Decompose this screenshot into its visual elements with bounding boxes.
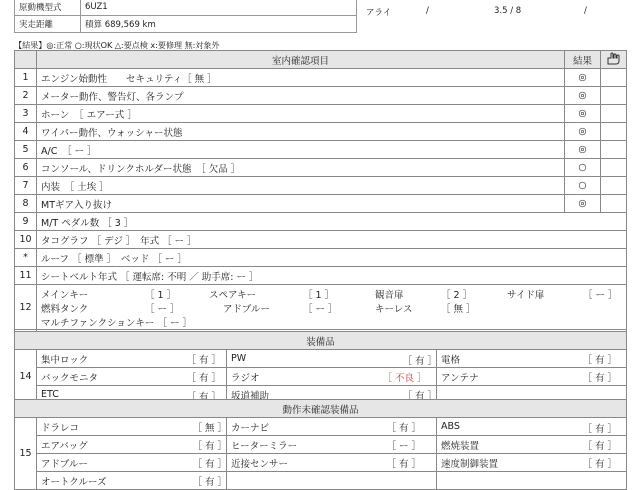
result-mark: ◎ — [565, 87, 601, 105]
table-row: 5 A/C ［ ー ］ ◎ — [15, 141, 627, 159]
unchecked-title: 動作未確認装備品 — [15, 400, 627, 418]
engine-type-label: 原動機型式 — [15, 0, 81, 16]
table-row: 3 ホーン ［ エアー式 ］ ◎ — [15, 105, 627, 123]
table-row: 13 エアサスリモコン ［ 無 ］ サス ［ 後輪 ］ 動作 ［ OK ］ — [15, 330, 627, 348]
result-mark: ○ — [565, 159, 601, 177]
table-row: 2 メーター動作、警告灯、各ランプ ◎ — [15, 87, 627, 105]
table-row: 9 M/T ペダル数 ［ 3 ］ — [15, 213, 627, 231]
table-row: * ルーフ ［ 標準 ］ ベッド ［ ー ］ — [15, 249, 627, 267]
equipment-title: 装備品 — [15, 332, 627, 350]
table-row: 8 MTギア入り抜け ◎ — [15, 195, 627, 213]
unchecked-equipment-table — [14, 399, 627, 490]
result-mark: ◎ — [565, 105, 601, 123]
table-row: 4 ワイパー動作、ウォッシャー状態 ◎ — [15, 123, 627, 141]
table-row: ETC ［ 有 ］ 坂道補助 ［ 有 ］ — [15, 386, 627, 404]
result-mark: ◎ — [565, 195, 601, 213]
interior-check-table — [14, 50, 627, 348]
engine-type-value: 6UZ1 — [81, 0, 357, 16]
key-info-row: 12 メインキー ［ 1 ］ スペアキー ［ 1 ］ 観音扉 ［ 2 ］ サイド扉 ［ ー ］ 燃料タンク ［ ー ］ アドブルー ［ ー ］ キーレス ［ 無 ］ マルチファンクションキー ［ ー ］ — [15, 285, 627, 330]
tire-value: 3.5 / 8 — [494, 6, 522, 16]
result-mark: ◎ — [565, 123, 601, 141]
table-row: エアバッグ ［ 有 ］ ヒーターミラー ［ ー ］ 燃焼装置 ［ 有 ］ — [15, 436, 627, 454]
mileage-label: 実走距離 — [15, 16, 81, 33]
table-row: 11 シートベルト年式 ［ 運転席: 不明 ／ 助手席: ー ］ — [15, 267, 627, 285]
table-row: 14 集中ロック ［ 有 ］ PW ［ 有 ］ 電格 ［ 有 ］ — [15, 350, 627, 368]
table-row: 7 内装 ［ 土埃 ］ ○ — [15, 177, 627, 195]
table-row: オートクルーズ ［ 有 ］ — [15, 472, 627, 490]
table-row: 15 ドラレコ ［ 無 ］ カーナビ ［ 有 ］ ABS ［ 有 ］ — [15, 418, 627, 436]
hand-icon — [601, 51, 627, 69]
result-header: 結果 — [565, 51, 601, 69]
section-title: 室内確認項目 — [37, 51, 565, 69]
tire-sep-2: / — [584, 6, 587, 16]
mileage-value: 積算 689,569 km — [81, 16, 357, 33]
radio-status-bad: ［ 不良 ］ — [382, 372, 427, 384]
tire-label: アライ — [366, 8, 392, 18]
tire-sep-1: / — [426, 6, 429, 16]
table-row: 6 コンソール、ドリンクホルダー状態 ［ 欠品 ］ ○ — [15, 159, 627, 177]
tire-info — [366, 4, 621, 26]
result-legend: 【結果】◎:正常 ○:現状OK △:要点検 x:要修理 無:対象外 — [14, 40, 220, 50]
result-mark: ◎ — [565, 141, 601, 159]
table-row: 1 エンジン始動性 セキュリティ［ 無 ］ ◎ — [15, 69, 627, 87]
vehicle-info-table — [14, 0, 357, 33]
table-row: アドブルー ［ 有 ］ 近接センサー ［ 有 ］ 速度制御装置 ［ 有 ］ — [15, 454, 627, 472]
result-mark: ○ — [565, 177, 601, 195]
equipment-table — [14, 331, 627, 404]
table-row: バックモニタ ［ 有 ］ ラジオ ［ 不良 ］ アンテナ ［ 有 ］ — [15, 368, 627, 386]
result-mark: ◎ — [565, 69, 601, 87]
table-row: 10 タコグラフ ［ デジ ］ 年式 ［ ー ］ — [15, 231, 627, 249]
